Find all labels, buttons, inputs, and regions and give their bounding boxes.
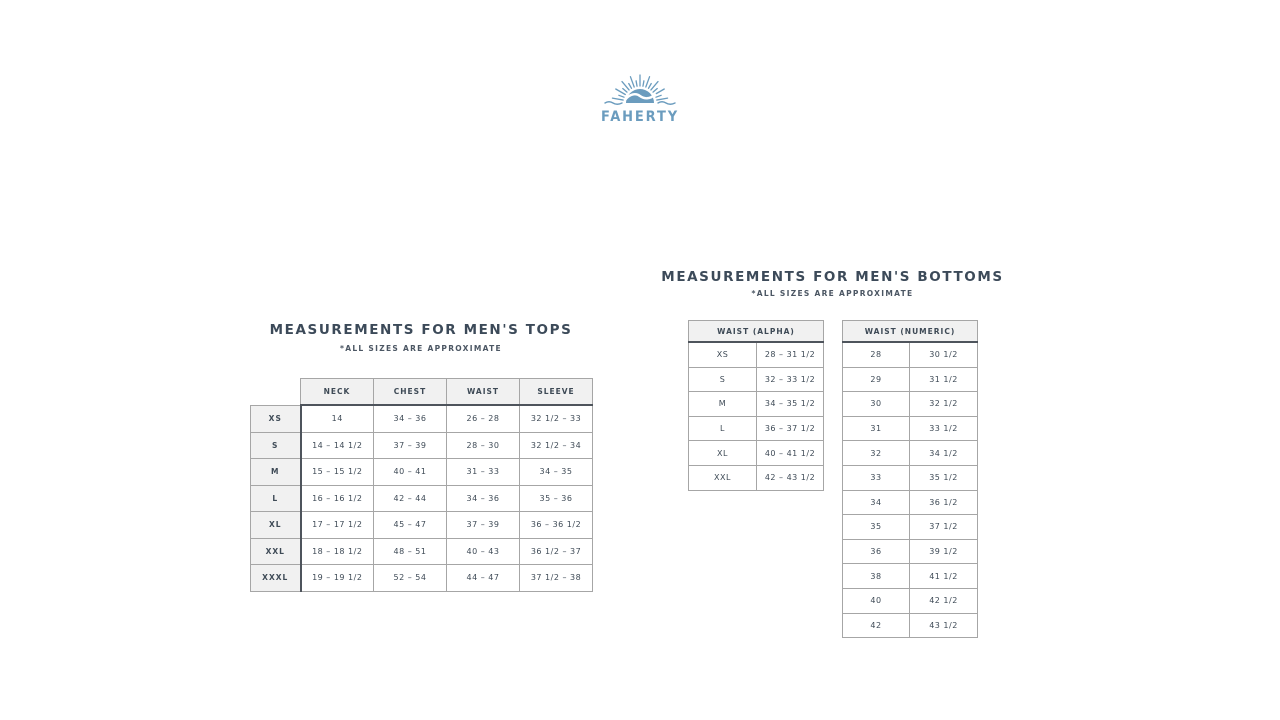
value-cell: 17 – 17 1/2 [301, 512, 374, 539]
value-cell: 35 – 36 [520, 485, 593, 512]
value-cell: 40 – 43 [447, 538, 520, 565]
table-row [843, 515, 978, 540]
alpha-header-row [689, 321, 824, 343]
value-cell: 42 – 43 1/2 [757, 465, 824, 490]
value-cell: 36 – 37 1/2 [757, 416, 824, 441]
sun-ray-icon [612, 98, 623, 100]
value-cell: 41 1/2 [910, 564, 978, 589]
value-cell: 39 1/2 [910, 539, 978, 564]
size-cell: 34 [843, 490, 910, 515]
table-row [251, 512, 593, 539]
value-cell: 52 – 54 [374, 565, 447, 592]
size-cell: S [689, 367, 757, 392]
value-cell: 36 1/2 [910, 490, 978, 515]
table-row [251, 565, 593, 592]
size-cell: XL [251, 512, 301, 539]
table-row [843, 342, 978, 367]
size-cell: 33 [843, 465, 910, 490]
size-cell: M [689, 392, 757, 417]
waist-alpha-table [688, 320, 824, 491]
value-cell: 18 – 18 1/2 [301, 538, 374, 565]
value-cell: 40 – 41 [374, 459, 447, 486]
sun-ray-icon [619, 95, 624, 97]
size-cell: 30 [843, 392, 910, 417]
table-row [843, 392, 978, 417]
value-cell: 16 – 16 1/2 [301, 485, 374, 512]
value-cell: 32 – 33 1/2 [757, 367, 824, 392]
value-cell: 26 – 28 [447, 405, 520, 432]
tops-section-title: MEASUREMENTS FOR MEN'S TOPS [269, 322, 573, 338]
sun-ray-icon [636, 81, 637, 86]
value-cell: 48 – 51 [374, 538, 447, 565]
value-cell: 45 – 47 [374, 512, 447, 539]
value-cell: 34 – 35 1/2 [757, 392, 824, 417]
table-row [689, 342, 824, 367]
sun-ray-icon [630, 77, 634, 87]
value-cell: 32 1/2 – 34 [520, 432, 593, 459]
value-cell: 15 – 15 1/2 [301, 459, 374, 486]
size-cell: 35 [843, 515, 910, 540]
size-cell: L [251, 485, 301, 512]
table-row [843, 588, 978, 613]
value-cell: 42 1/2 [910, 588, 978, 613]
table-row [843, 490, 978, 515]
tops-header-row [251, 379, 593, 406]
table-row [689, 416, 824, 441]
size-cell: 29 [843, 367, 910, 392]
value-cell: 28 – 31 1/2 [757, 342, 824, 367]
value-cell: 32 1/2 [910, 392, 978, 417]
size-cell: M [251, 459, 301, 486]
table-row [251, 538, 593, 565]
table-row [843, 367, 978, 392]
sun-ray-icon [629, 84, 632, 89]
value-cell: 34 1/2 [910, 441, 978, 466]
sun-ray-icon [646, 77, 650, 87]
sun-ray-icon [653, 89, 657, 93]
value-cell: 37 1/2 [910, 515, 978, 540]
value-cell: 32 1/2 – 33 [520, 405, 593, 432]
value-cell: 14 [301, 405, 374, 432]
value-cell: 40 – 41 1/2 [757, 441, 824, 466]
table-row [689, 441, 824, 466]
size-cell: 28 [843, 342, 910, 367]
size-cell: L [689, 416, 757, 441]
sunburst-logo-graphic [592, 68, 688, 130]
value-cell: 34 – 36 [374, 405, 447, 432]
size-cell: XS [689, 342, 757, 367]
column-header-waist: WAIST [447, 379, 520, 406]
size-cell: 32 [843, 441, 910, 466]
sun-ray-icon [649, 84, 652, 89]
waist-numeric-header: WAIST (NUMERIC) [843, 321, 978, 343]
table-row [251, 432, 593, 459]
size-cell: XXL [689, 465, 757, 490]
table-row [843, 564, 978, 589]
table-row [843, 465, 978, 490]
value-cell: 31 – 33 [447, 459, 520, 486]
table-row [843, 613, 978, 638]
table-row [843, 416, 978, 441]
bottoms-section-title: MEASUREMENTS FOR MEN'S BOTTOMS [661, 269, 1004, 285]
size-cell: 36 [843, 539, 910, 564]
waist-numeric-table [842, 320, 978, 638]
value-cell: 43 1/2 [910, 613, 978, 638]
value-cell: 33 1/2 [910, 416, 978, 441]
sun-ray-icon [643, 81, 644, 86]
value-cell: 34 – 36 [447, 485, 520, 512]
value-cell: 44 – 47 [447, 565, 520, 592]
column-header-chest: CHEST [374, 379, 447, 406]
bottoms-section-subtitle: *ALL SIZES ARE APPROXIMATE [751, 289, 914, 298]
tops-section-subtitle: *ALL SIZES ARE APPROXIMATE [340, 344, 502, 353]
value-cell: 14 – 14 1/2 [301, 432, 374, 459]
size-cell: S [251, 432, 301, 459]
size-cell: 38 [843, 564, 910, 589]
table-row [843, 539, 978, 564]
value-cell: 36 – 36 1/2 [520, 512, 593, 539]
table-row [689, 367, 824, 392]
size-cell: XL [689, 441, 757, 466]
sun-ray-icon [656, 95, 661, 97]
sun-ray-icon [623, 89, 627, 93]
waist-alpha-header: WAIST (ALPHA) [689, 321, 824, 343]
tops-size-table [250, 378, 593, 592]
faherty-logo [592, 68, 688, 130]
value-cell: 19 – 19 1/2 [301, 565, 374, 592]
corner-cell [251, 379, 301, 406]
right-wave-icon [658, 102, 675, 105]
size-cell: 42 [843, 613, 910, 638]
table-row [251, 485, 593, 512]
brand-name: FAHERTY [601, 109, 679, 125]
size-cell: XS [251, 405, 301, 432]
table-row [843, 441, 978, 466]
value-cell: 34 – 35 [520, 459, 593, 486]
value-cell: 36 1/2 – 37 [520, 538, 593, 565]
table-row [689, 392, 824, 417]
value-cell: 35 1/2 [910, 465, 978, 490]
size-cell: 31 [843, 416, 910, 441]
table-row [251, 459, 593, 486]
table-row [251, 405, 593, 432]
sun-ray-icon [657, 98, 668, 100]
size-cell: 40 [843, 588, 910, 613]
numeric-header-row [843, 321, 978, 343]
value-cell: 30 1/2 [910, 342, 978, 367]
value-cell: 37 1/2 – 38 [520, 565, 593, 592]
left-wave-icon [605, 102, 622, 105]
value-cell: 37 – 39 [374, 432, 447, 459]
value-cell: 31 1/2 [910, 367, 978, 392]
column-header-sleeve: SLEEVE [520, 379, 593, 406]
size-cell: XXL [251, 538, 301, 565]
size-cell: XXXL [251, 565, 301, 592]
table-row [689, 465, 824, 490]
value-cell: 37 – 39 [447, 512, 520, 539]
column-header-neck: NECK [301, 379, 374, 406]
value-cell: 42 – 44 [374, 485, 447, 512]
value-cell: 28 – 30 [447, 432, 520, 459]
